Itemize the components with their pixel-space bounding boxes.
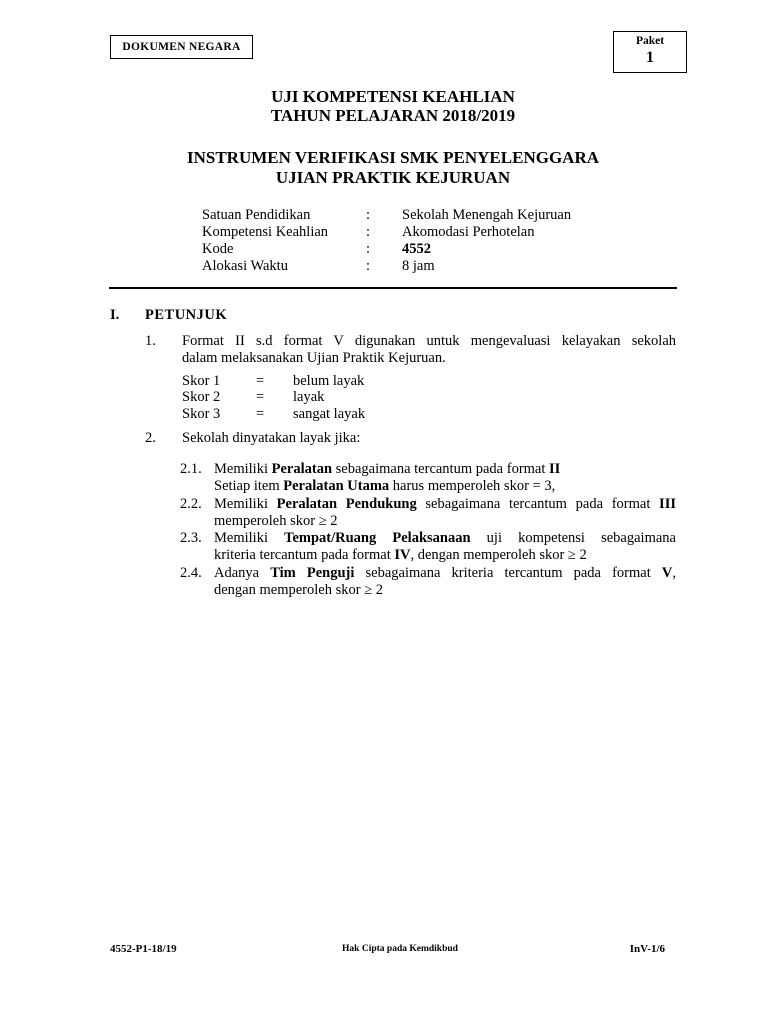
item-2-text: Sekolah dinyatakan layak jika:: [182, 430, 361, 446]
score-label: Skor 2: [182, 389, 221, 405]
info-key: Satuan Pendidikan: [202, 207, 311, 223]
subitem-2-2-line-2: memperoleh skor ≥ 2: [214, 513, 338, 529]
subitem-2-1-line-2: Setiap item Peralatan Utama harus memperoleh skor = 3,: [214, 478, 556, 494]
subitem-2-1-line-1: Memiliki Peralatan sebagaimana tercantum pada format II: [214, 461, 561, 477]
score-label: Skor 1: [182, 373, 221, 389]
subitem-2-3-line-2: kriteria tercantum pada format IV, dengan memperoleh skor ≥ 2: [214, 547, 587, 563]
subitem-number: 2.4.: [180, 565, 202, 581]
horizontal-rule: [109, 287, 677, 289]
item-1-line-1: Format II s.d format V digunakan untuk mengevaluasi kelayakan sekolah: [182, 333, 676, 349]
subitem-number: 2.1.: [180, 461, 202, 477]
title-line-3: INSTRUMEN VERIFIKASI SMK PENYELENGGARA: [187, 148, 599, 167]
paket-number: 1: [646, 49, 654, 66]
title-line-4: UJIAN PRAKTIK KEJURUAN: [275, 168, 511, 187]
paket-label: Paket: [635, 35, 665, 47]
score-label: Skor 3: [182, 406, 221, 422]
info-key: Kode: [202, 241, 234, 257]
subitem-number: 2.2.: [180, 496, 202, 512]
info-value-code: 4552: [402, 241, 431, 257]
score-desc: belum layak: [293, 373, 365, 389]
item-number: 1.: [145, 333, 156, 349]
subitem-number: 2.3.: [180, 530, 202, 546]
title-line-1: UJI KOMPETENSI KEAHLIAN: [271, 87, 515, 106]
score-equals: =: [256, 406, 265, 422]
paket-box: [613, 31, 687, 73]
section-title: PETUNJUK: [145, 307, 228, 323]
score-desc: layak: [293, 389, 325, 405]
score-desc: sangat layak: [293, 406, 366, 422]
subitem-2-2-line-1: Memiliki Peralatan Pendukung sebagaimana tercantum pada format III: [214, 496, 676, 512]
info-colon: :: [366, 207, 371, 223]
info-value: Akomodasi Perhotelan: [402, 224, 535, 240]
footer-copyright: Hak Cipta pada Kemdikbud: [342, 944, 458, 954]
info-value: Sekolah Menengah Kejuruan: [402, 207, 572, 223]
title-line-2: TAHUN PELAJARAN 2018/2019: [270, 106, 516, 125]
score-equals: =: [256, 389, 265, 405]
item-1-line-2: dalam melaksanakan Ujian Praktik Kejuruan.: [182, 350, 446, 366]
info-colon: :: [366, 224, 371, 240]
subitem-2-3-line-1: Memiliki Tempat/Ruang Pelaksanaan uji kompetensi sebagaimana: [214, 530, 676, 546]
info-colon: :: [366, 258, 371, 274]
info-key: Alokasi Waktu: [202, 258, 288, 274]
section-number: I.: [110, 307, 120, 323]
footer-code: 4552-P1-18/19: [110, 943, 177, 955]
subitem-2-4-line-2: dengan memperoleh skor ≥ 2: [214, 582, 384, 598]
info-colon: :: [366, 241, 371, 257]
score-equals: =: [256, 373, 265, 389]
footer-page: InV-1/6: [629, 943, 665, 955]
document-classification-label: DOKUMEN NEGARA: [110, 35, 253, 59]
info-key: Kompetensi Keahlian: [202, 224, 329, 240]
item-number: 2.: [145, 430, 156, 446]
subitem-2-4-line-1: Adanya Tim Penguji sebagaimana kriteria tercantum pada format V,: [214, 565, 676, 581]
info-value: 8 jam: [402, 258, 435, 274]
